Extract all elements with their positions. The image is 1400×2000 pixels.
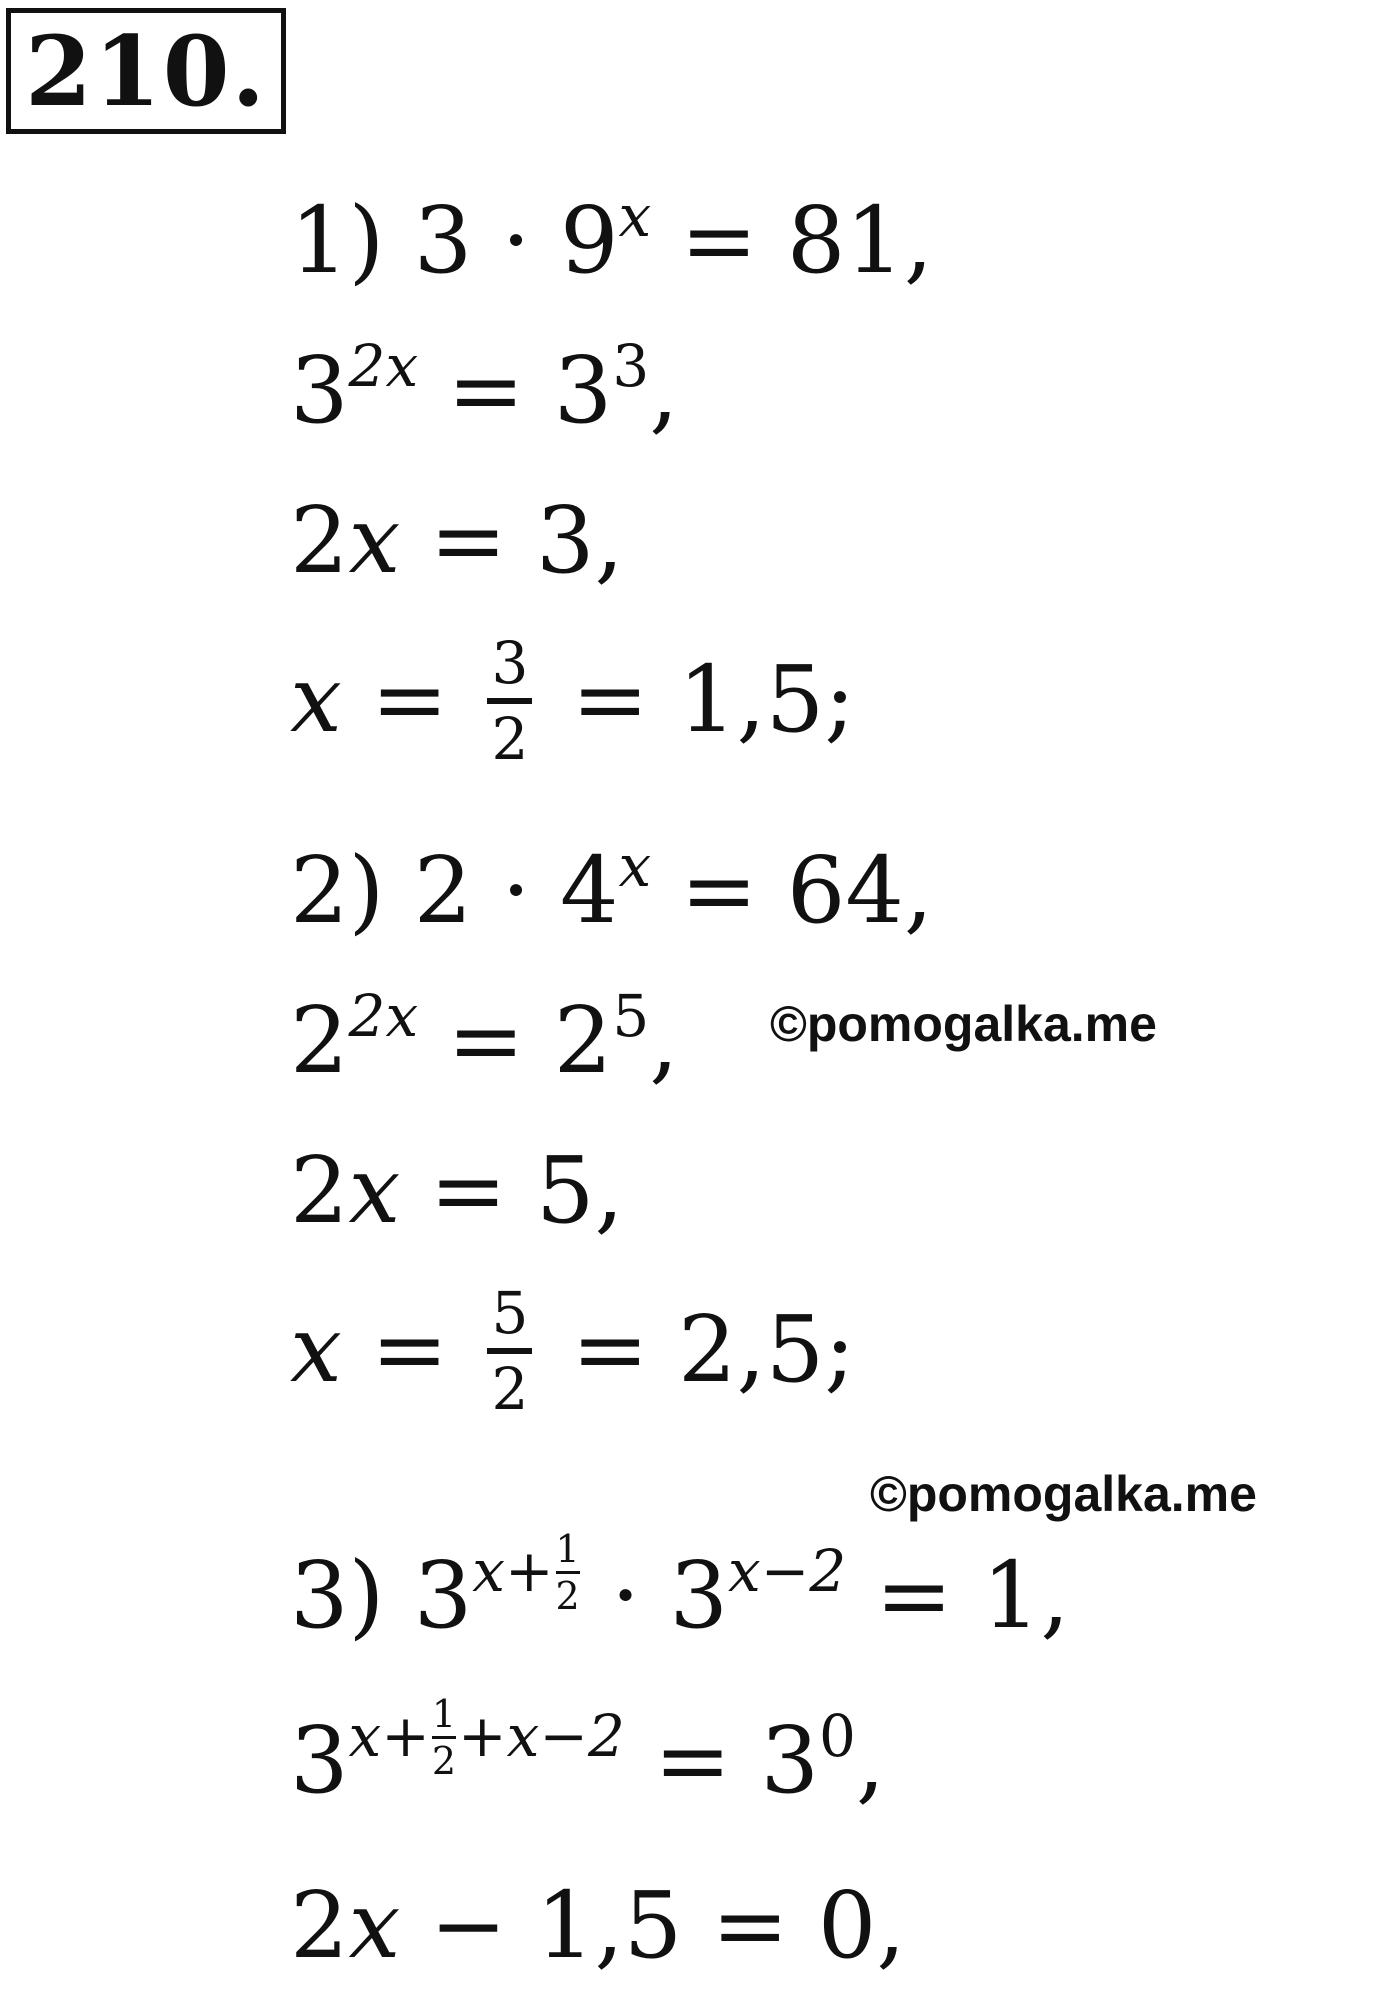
number: 3 bbox=[553, 337, 613, 444]
equation-rhs: = 2,5; bbox=[571, 1295, 856, 1403]
step-3-equation bbox=[290, 487, 624, 594]
equals-sign: = bbox=[447, 337, 525, 444]
fraction bbox=[487, 629, 532, 773]
exponent: 5 bbox=[612, 982, 650, 1051]
exponent-expression: x+ bbox=[472, 1537, 554, 1606]
number: 2 bbox=[290, 1872, 349, 1979]
equation-rhs: = 1,5; bbox=[571, 645, 856, 753]
equation-rhs: − 1,5 = 0, bbox=[429, 1872, 906, 1979]
watermark-1: ©pomogalka.me bbox=[770, 996, 1157, 1052]
number: 3 bbox=[669, 1542, 729, 1649]
exponent bbox=[348, 1691, 625, 1783]
step-10-equation bbox=[290, 1691, 886, 1819]
step-9-equation bbox=[290, 1526, 1070, 1654]
step-2-equation bbox=[290, 332, 679, 444]
number: 2 bbox=[413, 837, 473, 944]
fraction-denominator: 2 bbox=[491, 1355, 529, 1423]
fraction-denominator: 2 bbox=[431, 1738, 457, 1783]
number: 4 bbox=[559, 837, 619, 944]
dot-operator: · bbox=[501, 837, 531, 944]
equals-sign: = bbox=[447, 987, 525, 1094]
watermark-2: ©pomogalka.me bbox=[870, 1466, 1257, 1522]
number: 3 bbox=[290, 337, 349, 444]
equation-rhs: = 64, bbox=[680, 837, 934, 944]
fraction-denominator: 2 bbox=[555, 1573, 580, 1618]
equals-sign: = bbox=[654, 1707, 732, 1814]
fraction bbox=[555, 1526, 580, 1618]
step-6-equation bbox=[290, 982, 679, 1094]
step-4-equation bbox=[290, 629, 856, 774]
number: 3 bbox=[413, 1542, 473, 1649]
exponent: 3 bbox=[612, 332, 650, 401]
dot-operator: · bbox=[610, 1542, 641, 1649]
exponent: x bbox=[618, 182, 652, 251]
comma: , bbox=[855, 1707, 886, 1814]
part-1-label: 1) bbox=[290, 187, 385, 294]
comma: , bbox=[649, 337, 679, 444]
number: 2 bbox=[290, 487, 349, 594]
variable: x bbox=[290, 1295, 342, 1403]
number: 3 bbox=[290, 1707, 349, 1814]
number: 3 bbox=[413, 187, 473, 294]
problem-number: 210. bbox=[25, 14, 267, 128]
exponent: 0 bbox=[819, 1702, 856, 1771]
equation-rhs: = 1, bbox=[875, 1542, 1070, 1649]
number: 2 bbox=[290, 987, 349, 1094]
number: 2 bbox=[553, 987, 613, 1094]
fraction-denominator: 2 bbox=[491, 705, 529, 773]
step-7-equation bbox=[290, 1137, 624, 1244]
fraction bbox=[487, 1279, 532, 1423]
problem-number-box bbox=[6, 8, 286, 134]
number: 3 bbox=[760, 1707, 819, 1814]
fraction-numerator: 1 bbox=[556, 1530, 580, 1574]
fraction-numerator: 5 bbox=[487, 1284, 532, 1354]
equation-rhs: = 5, bbox=[429, 1137, 624, 1244]
equation-rhs: = 81, bbox=[680, 187, 934, 294]
exponent: x bbox=[618, 832, 652, 901]
step-1-equation bbox=[290, 182, 934, 294]
fraction-numerator: 1 bbox=[432, 1695, 456, 1739]
equals-sign: = bbox=[371, 645, 449, 753]
step-11-equation bbox=[290, 1872, 906, 1979]
exponent: 2x bbox=[348, 982, 419, 1051]
exponent bbox=[472, 1526, 582, 1618]
part-3-label: 3) bbox=[290, 1542, 385, 1649]
variable: x bbox=[348, 1872, 401, 1979]
equals-sign: = bbox=[371, 1295, 449, 1403]
variable: x bbox=[290, 645, 342, 753]
exponent: x−2 bbox=[728, 1537, 847, 1606]
part-2-label: 2) bbox=[290, 837, 385, 944]
exponent-expression: +x−2 bbox=[458, 1702, 625, 1771]
variable: x bbox=[348, 1137, 401, 1244]
number: 2 bbox=[290, 1137, 349, 1244]
step-5-equation bbox=[290, 832, 934, 944]
comma: , bbox=[649, 987, 679, 1094]
variable: x bbox=[348, 487, 401, 594]
exponent: 2x bbox=[348, 332, 419, 401]
equation-rhs: = 3, bbox=[429, 487, 624, 594]
step-8-equation bbox=[290, 1279, 856, 1424]
dot-operator: · bbox=[501, 187, 531, 294]
number: 9 bbox=[559, 187, 619, 294]
exponent-expression: x+ bbox=[348, 1702, 430, 1771]
fraction-numerator: 3 bbox=[487, 634, 532, 704]
fraction bbox=[431, 1691, 457, 1783]
